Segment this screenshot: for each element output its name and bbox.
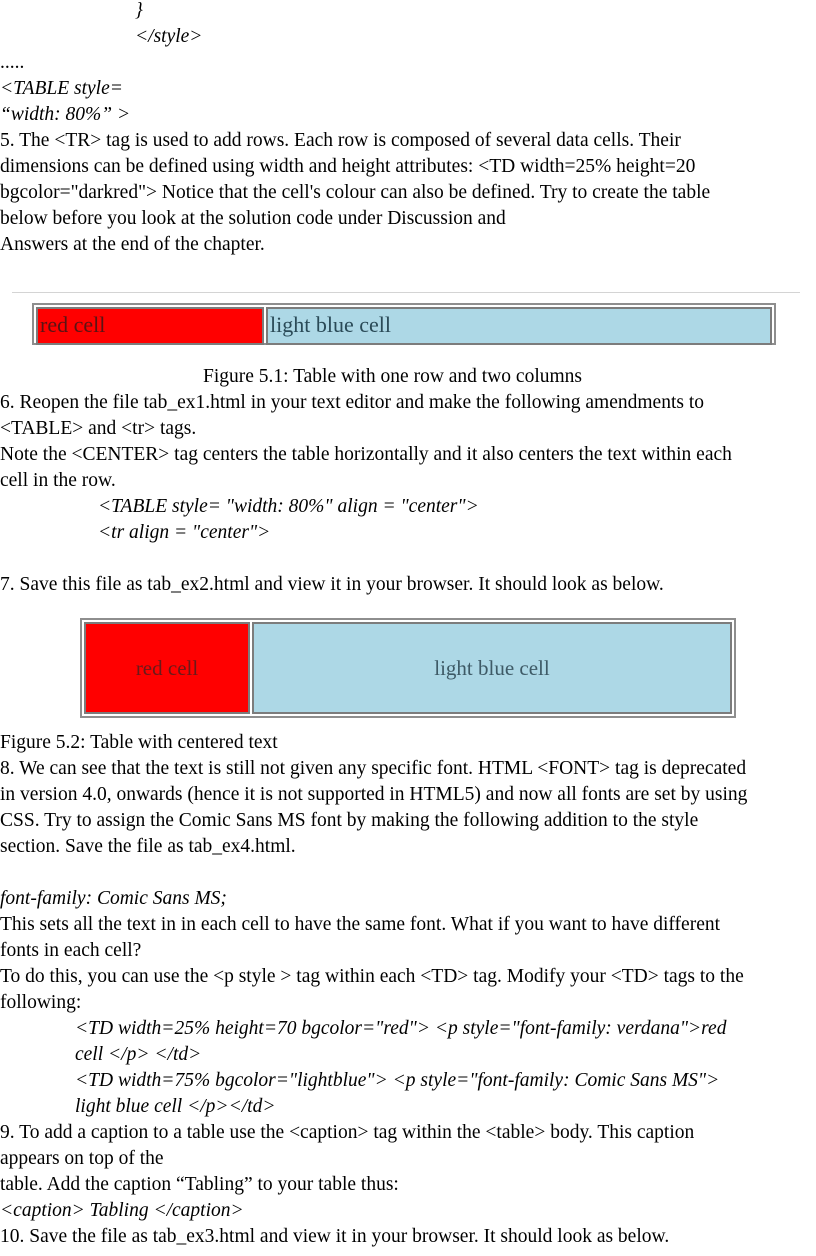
code-font-family: font-family: Comic Sans MS; (0, 888, 227, 909)
step5-line-2: dimensions can be defined using width and height attributes: <TD width=25% height=20 (0, 156, 696, 177)
code-table-style: <TABLE style= (0, 78, 123, 99)
figure-5-2-caption: Figure 5.2: Table with centered text (0, 732, 278, 753)
ellipsis-line: ..... (0, 52, 25, 73)
para-fonts-line-2: fonts in each cell? (0, 940, 142, 961)
step7-line: 7. Save this file as tab_ex2.html and view it in your browser. It should look as below. (0, 574, 664, 595)
light-blue-cell-centered: light blue cell (252, 622, 732, 714)
figure-5-1-caption: Figure 5.1: Table with one row and two columns (203, 366, 583, 387)
step9-line-1: 9. To add a caption to a table use the <caption> tag within the <table> body. This caption (0, 1122, 695, 1143)
para-fonts-line-4: following: (0, 992, 82, 1013)
step9-line-2: appears on top of the (0, 1148, 164, 1169)
para-fonts-line-3: To do this, you can use the <p style > tag within each <TD> tag. Modify your <TD> tags to the (0, 966, 744, 987)
figure-5-2-table (80, 618, 736, 718)
step5-line-5: Answers at the end of the chapter. (0, 234, 265, 255)
step8-line-1: 8. We can see that the text is still not given any specific font. HTML <FONT> tag is deprecated (0, 758, 747, 779)
step8-line-3: CSS. Try to assign the Comic Sans MS font by making the following addition to the style (0, 810, 699, 831)
step5-line-1: 5. The <TR> tag is used to add rows. Each row is composed of several data cells. Their (0, 130, 681, 151)
code-caption: <caption> Tabling </caption> (0, 1200, 244, 1221)
code-tr-center: <tr align = "center"> (98, 522, 271, 543)
step8-line-2: in version 4.0, onwards (hence it is not supported in HTML5) and now all fonts are set by using (0, 784, 748, 805)
code-table-width: “width: 80%” > (0, 104, 131, 125)
code-style-close: </style> (135, 26, 203, 47)
step5-line-4: below before you look at the solution code under Discussion and (0, 208, 506, 229)
step10-line: 10. Save the file as tab_ex3.html and view it in your browser. It should look as below. (0, 1226, 670, 1247)
step6-line-4: cell in the row. (0, 470, 116, 491)
horizontal-rule (12, 292, 800, 293)
step5-line-3: bgcolor="darkred"> Notice that the cell's colour can also be defined. Try to create the table (0, 182, 711, 203)
code-table-center: <TABLE style= "width: 80%" align = "center"> (98, 496, 479, 517)
figure-5-1-table (32, 303, 776, 345)
para-fonts-line-1: This sets all the text in in each cell to have the same font. What if you want to have different (0, 914, 721, 935)
step6-line-2: <TABLE> and <tr> tags. (0, 418, 197, 439)
red-cell: red cell (36, 307, 264, 345)
step6-line-3: Note the <CENTER> tag centers the table horizontally and it also centers the text within each (0, 444, 732, 465)
code-td-red-1: <TD width=25% height=70 bgcolor="red"> <p style="font-family: verdana">red (75, 1018, 727, 1039)
code-td-red-2: cell </p> </td> (75, 1044, 202, 1065)
step8-line-4: section. Save the file as tab_ex4.html. (0, 836, 296, 857)
light-blue-cell: light blue cell (266, 307, 772, 345)
code-td-blue-2: light blue cell </p></td> (75, 1096, 276, 1117)
code-td-blue-1: <TD width=75% bgcolor="lightblue"> <p style="font-family: Comic Sans MS"> (75, 1070, 720, 1091)
step6-line-1: 6. Reopen the file tab_ex1.html in your text editor and make the following amendments to (0, 392, 704, 413)
red-cell-centered: red cell (84, 622, 250, 714)
code-closing-brace: } (135, 0, 143, 21)
step9-line-3: table. Add the caption “Tabling” to your table thus: (0, 1174, 399, 1195)
